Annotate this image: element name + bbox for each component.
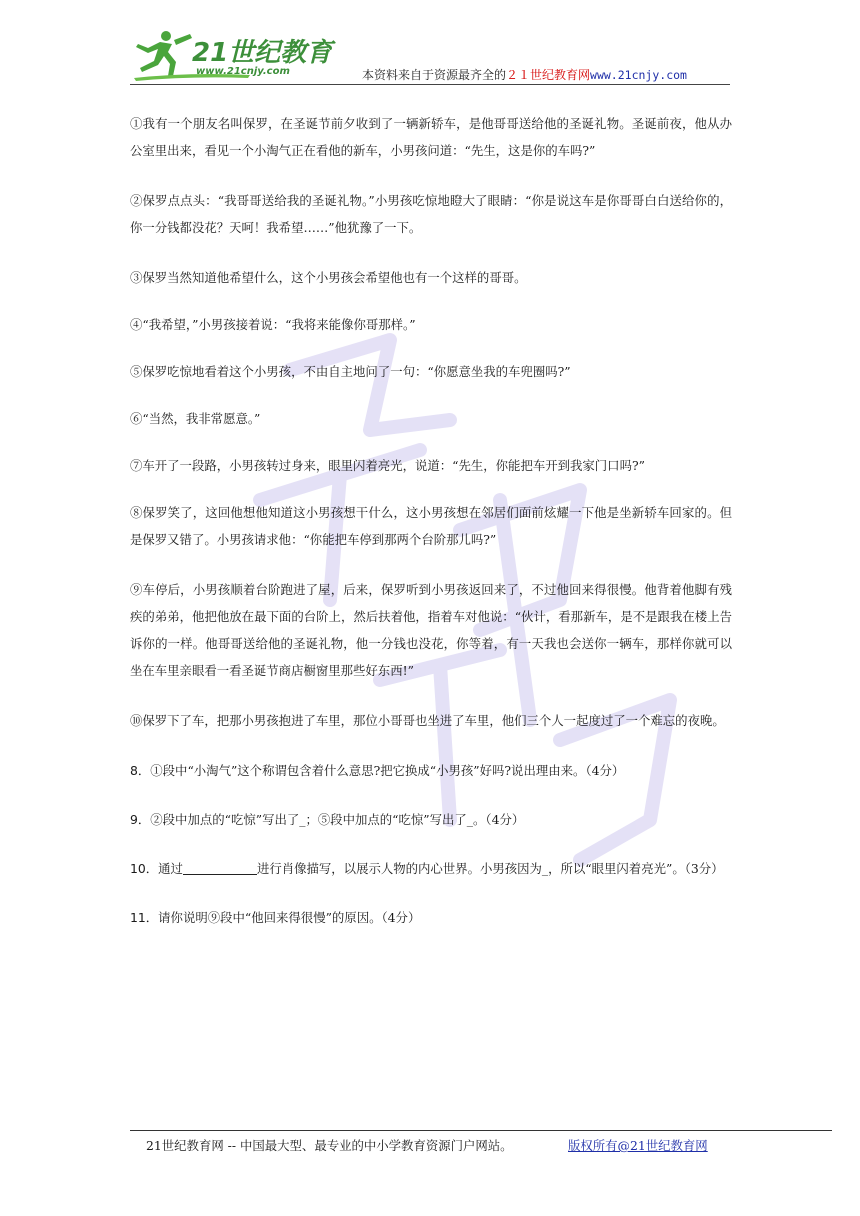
paragraph-2: ②保罗点点头：“我哥哥送给我的圣诞礼物。”小男孩吃惊地瞪大了眼睛：“你是说这车是你哥哥白白送给你的，你一分钱都没花？天呵！我希望……”他犹豫了一下。 [130, 193, 732, 235]
paragraph-1: ①我有一个朋友名叫保罗，在圣诞节前夕收到了一辆新轿车，是他哥哥送给他的圣诞礼物。圣诞前夜，他从办公室里出来，看见一个小淘气正在看他的新车，小男孩问道：“先生，这是你的车吗?” [130, 116, 732, 158]
question-10: 10．通过 进行肖像描写，以展示人物的内心世界。小男孩因为_，所以“眼里闪着亮光”。（3分） [130, 861, 724, 876]
paragraph-3: ③保罗当然知道他希望什么，这个小男孩会希望他也有一个这样的哥哥。 [130, 270, 527, 285]
header-divider [130, 84, 730, 85]
footer-copyright-link[interactable]: 版权所有@21世纪教育网 [568, 1138, 708, 1153]
paragraph-9: ⑨车停后，小男孩顺着台阶跑进了屋，后来，保罗听到小男孩返回来了，不过他回来得很慢。他背着他脚有残疾的弟弟，他把他放在最下面的台阶上，然后扶着他，指着车对他说：“伙计，看那新车，是不是跟我在楼上告诉你的一样。他哥哥送给他的圣诞礼物，他一分钱也没花，你等着，有一天我也会送你一辆车，那样你就可以坐在车里亲眼看一看圣诞节商店橱窗里那些好东西!” [130, 582, 732, 678]
paragraph-5: ⑤保罗吃惊地看着这个小男孩，不由自主地问了一句：“你愿意坐我的车兜圈吗?” [130, 364, 571, 379]
footer-divider [130, 1130, 832, 1131]
header-source-note [362, 66, 687, 83]
paragraph-8: ⑧保罗笑了，这回他想他知道这小男孩想干什么，这小男孩想在邻居们面前炫耀一下他是坐新轿车回家的。但是保罗又错了。小男孩请求他：“你能把车停到那两个台阶那儿吗?” [130, 505, 732, 547]
svg-text:www.21cnjy.com: www.21cnjy.com [196, 66, 290, 77]
footer [146, 1136, 708, 1154]
passage-content [130, 110, 732, 953]
runner-logo-icon [130, 28, 340, 84]
header-note-site: ２１世纪教育网 [506, 68, 591, 82]
paragraph-7: ⑦车开了一段路，小男孩转过身来，眼里闪着亮光，说道：“先生，你能把车开到我家门口吗?” [130, 458, 645, 473]
question-9: 9．②段中加点的“吃惊”写出了_；⑤段中加点的“吃惊”写出了_。（4分） [130, 812, 525, 827]
question-8: 8．①段中“小淘气”这个称谓包含着什么意思?把它换成“小男孩”好吗?说出理由来。（4分） [130, 763, 625, 778]
paragraph-10: ⑩保罗下了车，把那小男孩抱进了车里，那位小哥哥也坐进了车里，他们三个人一起度过了一个难忘的夜晚。 [130, 713, 725, 728]
footer-text: 21世纪教育网 -- 中国最大型、最专业的中小学教育资源门户网站。 [146, 1138, 513, 1153]
site-logo [130, 28, 340, 84]
question-11: 11．请你说明⑨段中“他回来得很慢”的原因。（4分） [130, 910, 421, 925]
answer-blank[interactable] [183, 860, 257, 875]
header-note-prefix: 本资料来自于资源最齐全的 [362, 68, 507, 82]
paragraph-6: ⑥“当然，我非常愿意。” [130, 411, 261, 426]
svg-text:21世纪教育: 21世纪教育 [192, 38, 333, 68]
paragraph-4: ④“我希望，”小男孩接着说：“我将来能像你哥那样。” [130, 317, 416, 332]
header-note-url[interactable]: www.21cnjy.com [590, 68, 687, 82]
